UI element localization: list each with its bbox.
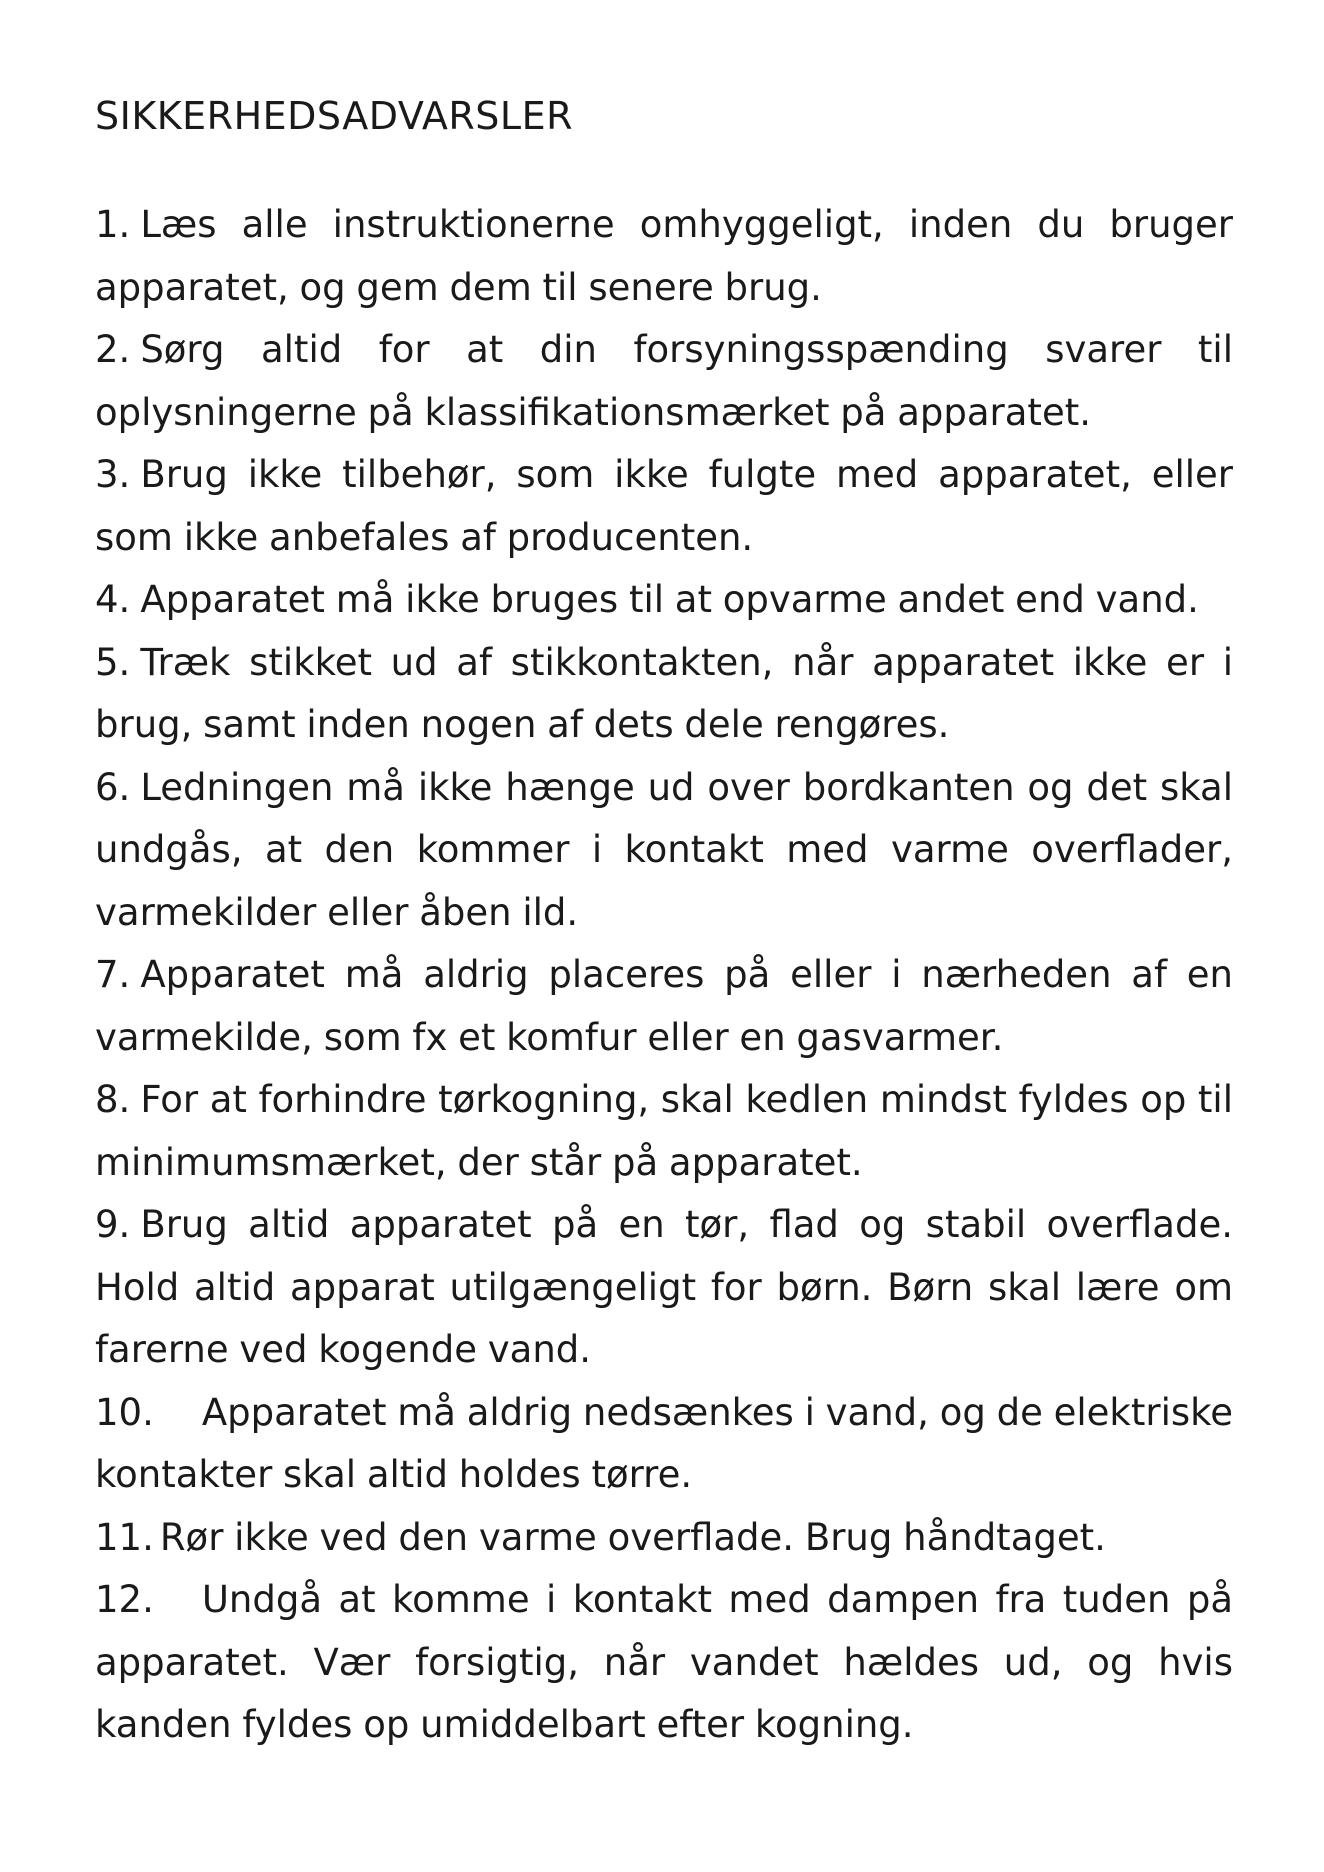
safety-warnings-list bbox=[95, 194, 1233, 1757]
item-number: 12. bbox=[95, 1578, 154, 1621]
item-text: Brug ikke tilbehør, som ikke fulgte med apparatet, eller som ikke anbefales af producenten. bbox=[95, 453, 1233, 559]
list-item bbox=[95, 569, 1233, 632]
item-text: Apparatet må aldrig placeres på eller i nærheden af en varmekilde, som fx et komfur eller en gasvarmer. bbox=[95, 953, 1233, 1059]
item-number: 1. bbox=[95, 203, 131, 246]
item-number: 9. bbox=[95, 1203, 131, 1246]
item-number: 3. bbox=[95, 453, 131, 496]
page-title: SIKKERHEDSADVARSLER bbox=[95, 94, 574, 138]
item-text: Træk stikket ud af stikkontakten, når apparatet ikke er i brug, samt inden nogen af dets dele rengøres. bbox=[95, 640, 1233, 746]
list-item bbox=[95, 944, 1233, 1069]
item-text: For at forhindre tørkogning, skal kedlen mindst fyldes op til minimumsmærket, der står på apparatet. bbox=[95, 1078, 1233, 1184]
item-number: 2. bbox=[95, 328, 131, 371]
document-page bbox=[95, 88, 1233, 1757]
item-text: Undgå at komme i kontakt med dampen fra tuden på apparatet. Vær forsigtig, når vandet hældes ud, og hvis kanden fyldes op umiddelbart efter kogning. bbox=[95, 1578, 1233, 1746]
list-item bbox=[95, 1069, 1233, 1194]
item-number: 7. bbox=[95, 953, 131, 996]
item-text: Sørg altid for at din forsyningsspænding svarer til oplysningerne på klassifikationsmærket på apparatet. bbox=[95, 328, 1233, 434]
item-number: 6. bbox=[95, 765, 131, 809]
list-item bbox=[95, 319, 1233, 444]
list-item bbox=[95, 1382, 1233, 1507]
list-item bbox=[95, 194, 1233, 319]
list-item bbox=[95, 1194, 1233, 1382]
list-item bbox=[95, 1569, 1233, 1757]
list-item bbox=[95, 757, 1233, 945]
item-text: Læs alle instruktionerne omhyggeligt, inden du bruger apparatet, og gem dem til senere brug. bbox=[95, 203, 1233, 309]
item-text: Ledningen må ikke hænge ud over bordkanten og det skal undgås, at den kommer i kontakt med varme overflader, varmekilder eller åben ild. bbox=[95, 765, 1233, 934]
item-text: Apparatet må ikke bruges til at opvarme andet end vand. bbox=[140, 578, 1199, 621]
item-number: 10. bbox=[95, 1390, 154, 1434]
item-text: Rør ikke ved den varme overflade. Brug håndtaget. bbox=[159, 1515, 1106, 1559]
list-item bbox=[95, 444, 1233, 569]
list-item bbox=[95, 1507, 1233, 1570]
item-number: 4. bbox=[95, 578, 131, 621]
item-number: 11. bbox=[95, 1515, 154, 1559]
item-number: 5. bbox=[95, 640, 131, 684]
item-text: Apparatet må aldrig nedsænkes i vand, og de elektriske kontakter skal altid holdes tørre. bbox=[95, 1390, 1233, 1496]
list-item bbox=[95, 632, 1233, 757]
item-number: 8. bbox=[95, 1078, 131, 1121]
item-text: Brug altid apparatet på en tør, flad og stabil overflade. Hold altid apparat utilgængeligt for børn. Børn skal lære om farerne ved kogende vand. bbox=[95, 1203, 1233, 1371]
